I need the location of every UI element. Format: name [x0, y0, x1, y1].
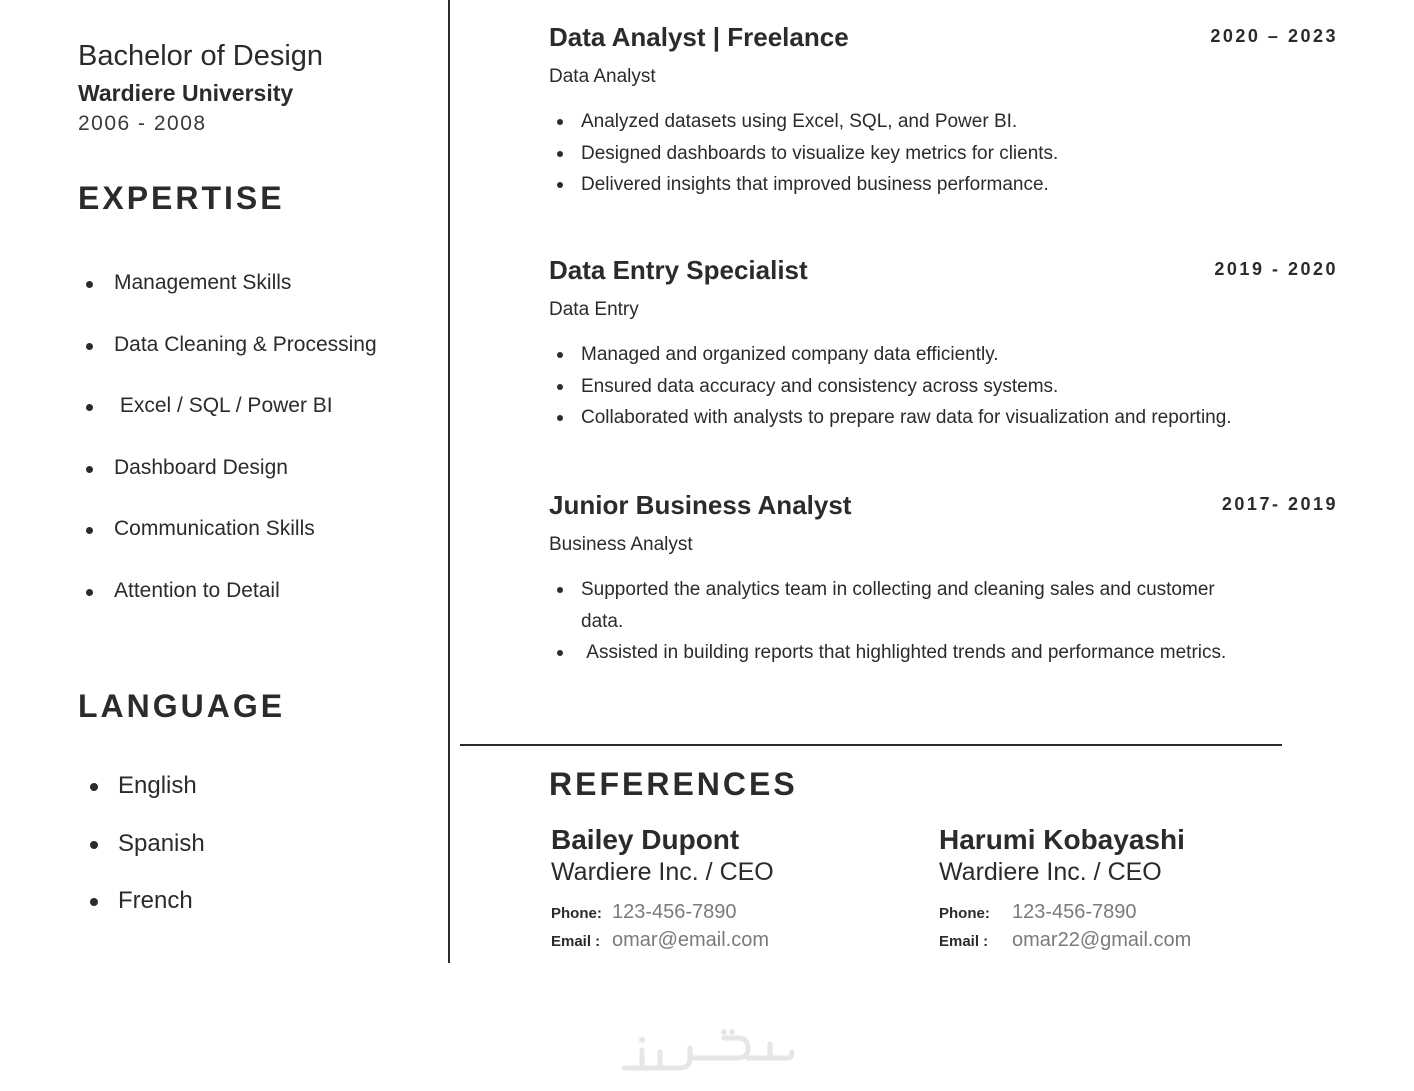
experience-entry — [549, 255, 1338, 475]
job-bullet: Delivered insights that improved business performance. — [549, 169, 1249, 201]
job-title: Data Analyst | Freelance — [549, 22, 849, 52]
references-divider — [460, 744, 1282, 746]
reference-card — [551, 824, 911, 955]
phone-value: 123-456-7890 — [1012, 901, 1137, 923]
expertise-heading: EXPERTISE — [78, 180, 285, 216]
reference-phone-row — [939, 899, 1299, 927]
phone-label: Phone: — [551, 905, 602, 922]
job-bullet: Collaborated with analysts to prepare raw data for visualization and reporting. — [549, 402, 1249, 434]
phone-label: Phone: — [939, 905, 990, 922]
language-heading: LANGUAGE — [78, 688, 286, 724]
reference-card — [939, 824, 1299, 955]
job-bullets — [549, 106, 1249, 201]
email-value: omar@email.com — [612, 929, 770, 951]
job-bullet: Managed and organized company data efficiently. — [549, 339, 1249, 371]
expertise-item: Dashboard Design — [86, 447, 377, 509]
job-title: Data Entry Specialist — [549, 255, 808, 285]
education-university: Wardiere University — [78, 80, 294, 106]
email-label: Email : — [939, 933, 989, 950]
education-years: 2006 - 2008 — [78, 112, 207, 135]
language-item: French — [90, 879, 205, 937]
expertise-item: Communication Skills — [86, 508, 377, 570]
email-value: omar22@gmail.com — [1012, 929, 1192, 951]
job-dates: 2017- 2019 — [1221, 494, 1338, 514]
email-label: Email : — [551, 933, 601, 950]
reference-name: Bailey Dupont — [551, 824, 740, 855]
expertise-item: Excel / SQL / Power BI — [86, 385, 377, 447]
job-bullets — [549, 574, 1249, 669]
job-role: Business Analyst — [549, 534, 693, 555]
reference-org: Wardiere Inc. / CEO — [551, 858, 774, 886]
job-bullets — [549, 339, 1249, 434]
reference-email-row — [939, 927, 1299, 955]
reference-org: Wardiere Inc. / CEO — [939, 858, 1162, 886]
reference-name: Harumi Kobayashi — [939, 824, 1185, 855]
language-list — [90, 764, 205, 937]
job-bullet: Assisted in building reports that highlighted trends and performance metrics. — [549, 637, 1249, 669]
khamsat-logo-icon — [620, 1028, 794, 1076]
job-bullet: Analyzed datasets using Excel, SQL, and Power BI. — [549, 106, 1249, 138]
experience-entry — [549, 22, 1338, 212]
job-role: Data Analyst — [549, 66, 656, 87]
reference-email-row — [551, 927, 911, 955]
phone-value: 123-456-7890 — [612, 901, 737, 923]
expertise-item: Data Cleaning & Processing — [86, 324, 377, 386]
reference-phone-row — [551, 899, 911, 927]
job-role: Data Entry — [549, 299, 639, 320]
job-bullet: Designed dashboards to visualize key metrics for clients. — [549, 138, 1249, 170]
job-dates: 2019 - 2020 — [1214, 259, 1338, 279]
job-bullet: Ensured data accuracy and consistency across systems. — [549, 371, 1249, 403]
language-item: English — [90, 764, 205, 822]
experience-entry — [549, 490, 1338, 710]
expertise-item: Management Skills — [86, 262, 377, 324]
vertical-divider — [448, 0, 450, 963]
job-bullet: Supported the analytics team in collecting and cleaning sales and customer data. — [549, 574, 1249, 637]
job-dates: 2020 – 2023 — [1210, 26, 1338, 46]
language-item: Spanish — [90, 822, 205, 880]
education-degree: Bachelor of Design — [78, 40, 324, 72]
references-heading: REFERENCES — [549, 766, 798, 802]
expertise-item: Attention to Detail — [86, 570, 377, 632]
job-title: Junior Business Analyst — [549, 490, 852, 520]
expertise-list — [86, 262, 377, 632]
